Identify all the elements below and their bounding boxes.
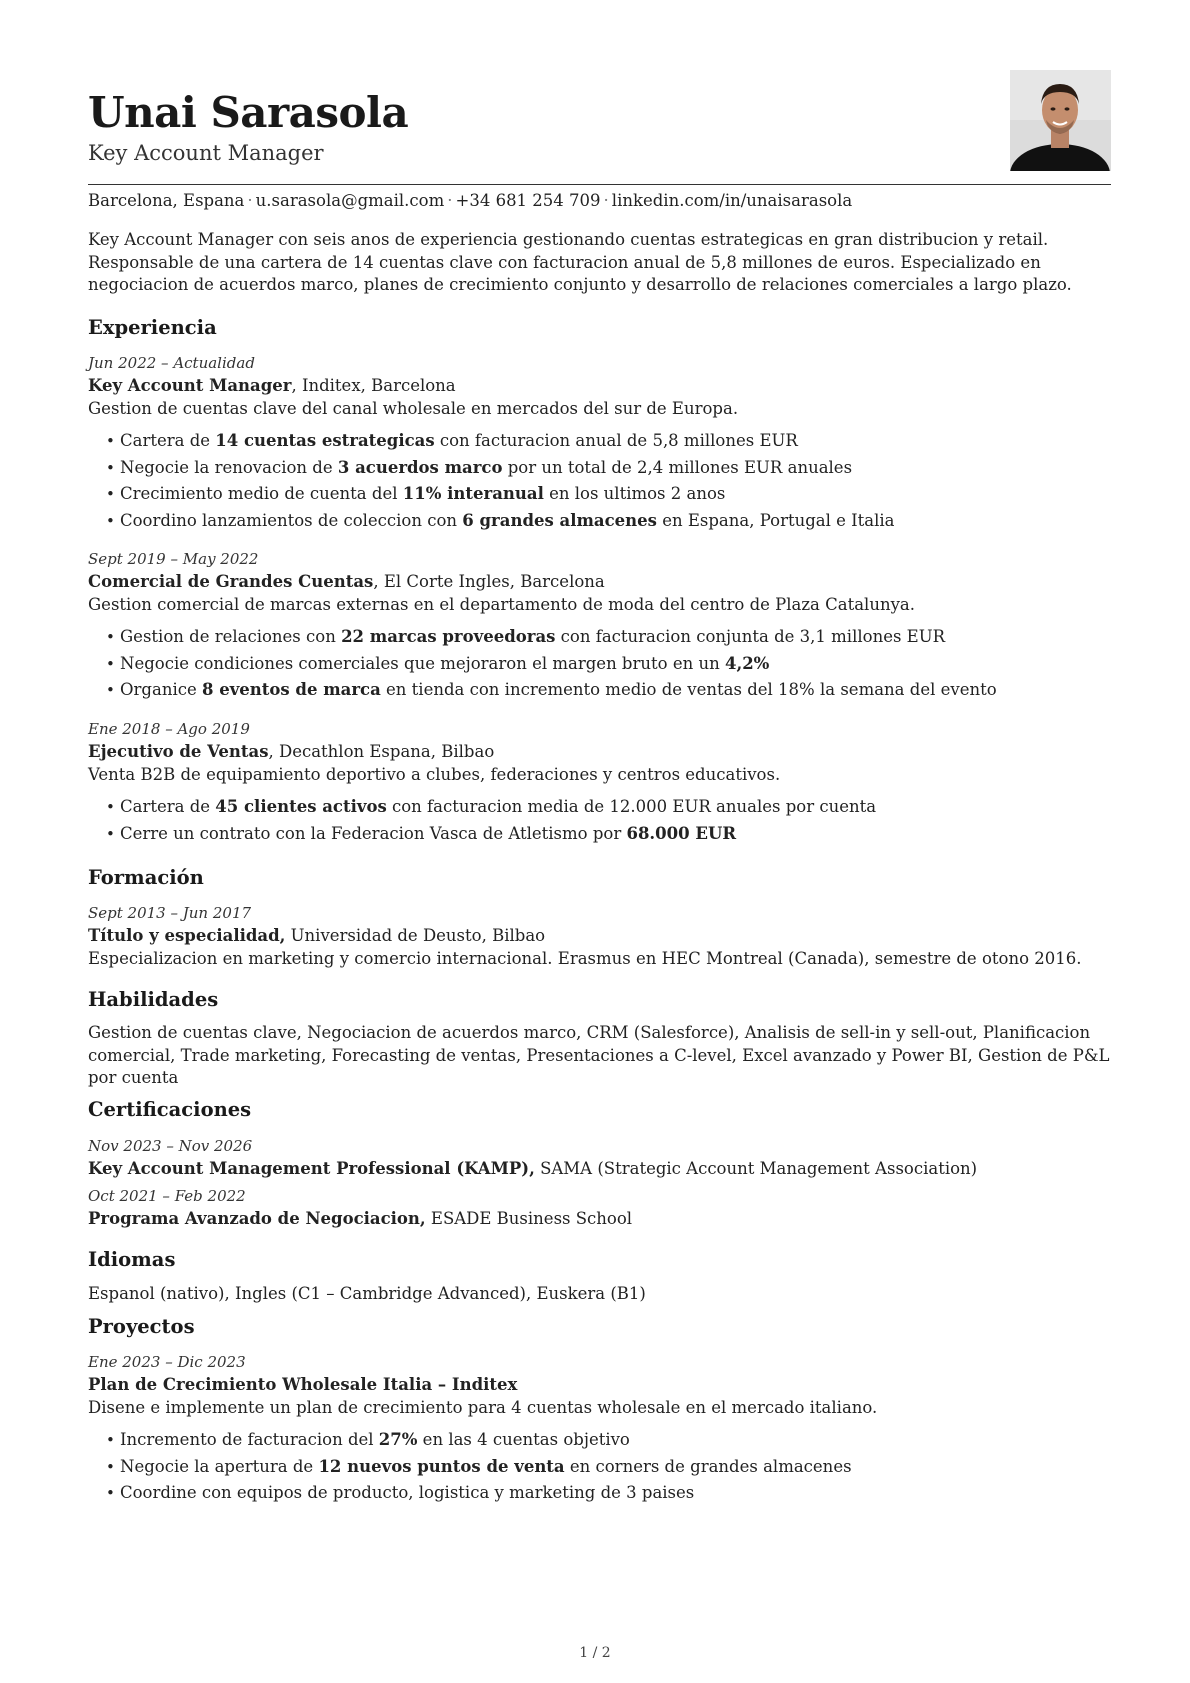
- certification-dates: Oct 2021 – Feb 2022: [88, 1187, 246, 1205]
- list-item: • Organice 8 eventos de marca en tienda con incremento medio de ventas del 18% la semana del evento: [108, 677, 1111, 704]
- job-title-line: [88, 374, 1111, 397]
- list-item: • Negocie condiciones comerciales que mejoraron el margen bruto en un 4,2%: [108, 651, 1111, 678]
- job-achievements: [88, 794, 1111, 847]
- contact-linkedin[interactable]: linkedin.com/in/unaisarasola: [611, 191, 853, 210]
- profile-photo-image: [1010, 70, 1111, 171]
- project-name: Plan de Crecimiento Wholesale Italia – Inditex: [88, 1375, 518, 1394]
- skills-text: Gestion de cuentas clave, Negociacion de acuerdos marco, CRM (Salesforce), Analisis de sell-in y sell-out, Planificacion comercial, Trade marketing, Forecasting de ventas, Presentaciones a C-level, Excel avanzado y Power BI, Gestion de P&L por cuenta: [88, 1023, 1110, 1087]
- job-position: Comercial de Grandes Cuentas: [88, 572, 374, 591]
- header-divider: [88, 184, 1111, 185]
- job-company: , El Corte Ingles, Barcelona: [373, 572, 605, 591]
- job-description: Gestion de cuentas clave del canal wholesale en mercados del sur de Europa.: [88, 399, 739, 418]
- job-dates: Ene 2018 – Ago 2019: [88, 720, 250, 738]
- job-company: , Decathlon Espana, Bilbao: [268, 742, 495, 761]
- contact-separator: ·: [247, 191, 253, 210]
- candidate-name: Unai Sarasola: [88, 88, 409, 137]
- job-dates: Sept 2019 – May 2022: [88, 550, 259, 568]
- section-title-experience: Experiencia: [88, 316, 217, 339]
- list-item: • Gestion de relaciones con 22 marcas proveedoras con facturacion conjunta de 3,1 millones EUR: [108, 624, 1111, 651]
- languages-text: Espanol (nativo), Ingles (C1 – Cambridge Advanced), Euskera (B1): [88, 1284, 646, 1303]
- job-title-line: [88, 740, 1111, 763]
- project-entry: [88, 1351, 1111, 1507]
- education-degree: Título y especialidad,: [88, 926, 286, 945]
- job-entry: [88, 352, 1111, 534]
- education-title-line: [88, 924, 1111, 947]
- project-dates: Ene 2023 – Dic 2023: [88, 1353, 246, 1371]
- job-entry: [88, 718, 1111, 847]
- section-title-languages: Idiomas: [88, 1248, 176, 1271]
- list-item: • Coordine con equipos de producto, logistica y marketing de 3 paises: [108, 1480, 1111, 1507]
- job-position: Key Account Manager: [88, 376, 292, 395]
- job-company: , Inditex, Barcelona: [291, 376, 456, 395]
- certification-dates: Nov 2023 – Nov 2026: [88, 1137, 253, 1155]
- section-title-education: Formación: [88, 866, 204, 889]
- job-title-line: [88, 570, 1111, 593]
- list-item: • Cerre un contrato con la Federacion Vasca de Atletismo por 68.000 EUR: [108, 821, 1111, 848]
- list-item: • Coordino lanzamientos de coleccion con 6 grandes almacenes en Espana, Portugal e Italia: [108, 508, 1111, 535]
- job-achievements: [88, 624, 1111, 704]
- education-description: Especializacion en marketing y comercio internacional. Erasmus en HEC Montreal (Canada), semestre de otono 2016.: [88, 949, 1082, 968]
- certification-issuer: SAMA (Strategic Account Management Association): [534, 1159, 978, 1178]
- list-item: • Cartera de 14 cuentas estrategicas con facturacion anual de 5,8 millones EUR: [108, 428, 1111, 455]
- section-title-skills: Habilidades: [88, 988, 219, 1011]
- education-entry: [88, 902, 1111, 970]
- profile-summary: Key Account Manager con seis anos de experiencia gestionando cuentas estrategicas en gran distribucion y retail. Responsable de una cartera de 14 cuentas clave con facturacion anual de 5,8 millones de euros. Especializado en negociacion de acuerdos marco, planes de crecimiento conjunto y desarrollo de relaciones comerciales a largo plazo.: [88, 230, 1072, 294]
- contact-separator: ·: [447, 191, 453, 210]
- certification-issuer: ESADE Business School: [425, 1209, 633, 1228]
- project-title-line: [88, 1373, 1111, 1396]
- contact-line: [88, 190, 1111, 212]
- certification-entry: [88, 1185, 1111, 1230]
- certification-name: Programa Avanzado de Negociacion,: [88, 1209, 426, 1228]
- contact-phone[interactable]: +34 681 254 709: [455, 191, 601, 210]
- list-item: • Cartera de 45 clientes activos con facturacion media de 12.000 EUR anuales por cuenta: [108, 794, 1111, 821]
- list-item: • Crecimiento medio de cuenta del 11% interanual en los ultimos 2 anos: [108, 481, 1111, 508]
- contact-separator: ·: [603, 191, 609, 210]
- list-item: • Negocie la apertura de 12 nuevos puntos de venta en corners de grandes almacenes: [108, 1454, 1111, 1481]
- certification-entry: [88, 1135, 1111, 1180]
- candidate-role: Key Account Manager: [88, 141, 324, 165]
- project-description: Disene e implemente un plan de crecimiento para 4 cuentas wholesale en el mercado italiano.: [88, 1398, 878, 1417]
- certification-title-line: [88, 1207, 1111, 1230]
- job-dates: Jun 2022 – Actualidad: [88, 354, 255, 372]
- certification-name: Key Account Management Professional (KAMP),: [88, 1159, 535, 1178]
- project-achievements: [88, 1427, 1111, 1507]
- section-title-certifications: Certificaciones: [88, 1098, 252, 1121]
- job-entry: [88, 548, 1111, 704]
- job-description: Gestion comercial de marcas externas en el departamento de moda del centro de Plaza Catalunya.: [88, 595, 915, 614]
- education-school: Universidad de Deusto, Bilbao: [285, 926, 546, 945]
- resume-header: [88, 70, 1111, 182]
- education-dates: Sept 2013 – Jun 2017: [88, 904, 252, 922]
- profile-photo: [1010, 70, 1111, 171]
- list-item: • Incremento de facturacion del 27% en las 4 cuentas objetivo: [108, 1427, 1111, 1454]
- list-item: • Negocie la renovacion de 3 acuerdos marco por un total de 2,4 millones EUR anuales: [108, 455, 1111, 482]
- page-indicator: 1 / 2: [579, 1645, 611, 1661]
- certification-title-line: [88, 1157, 1111, 1180]
- contact-location: Barcelona, Espana: [88, 191, 245, 210]
- job-description: Venta B2B de equipamiento deportivo a clubes, federaciones y centros educativos.: [88, 765, 781, 784]
- job-achievements: [88, 428, 1111, 534]
- resume-page: [88, 70, 1111, 182]
- section-title-projects: Proyectos: [88, 1315, 195, 1338]
- job-position: Ejecutivo de Ventas: [88, 742, 269, 761]
- contact-email[interactable]: u.sarasola@gmail.com: [255, 191, 445, 210]
